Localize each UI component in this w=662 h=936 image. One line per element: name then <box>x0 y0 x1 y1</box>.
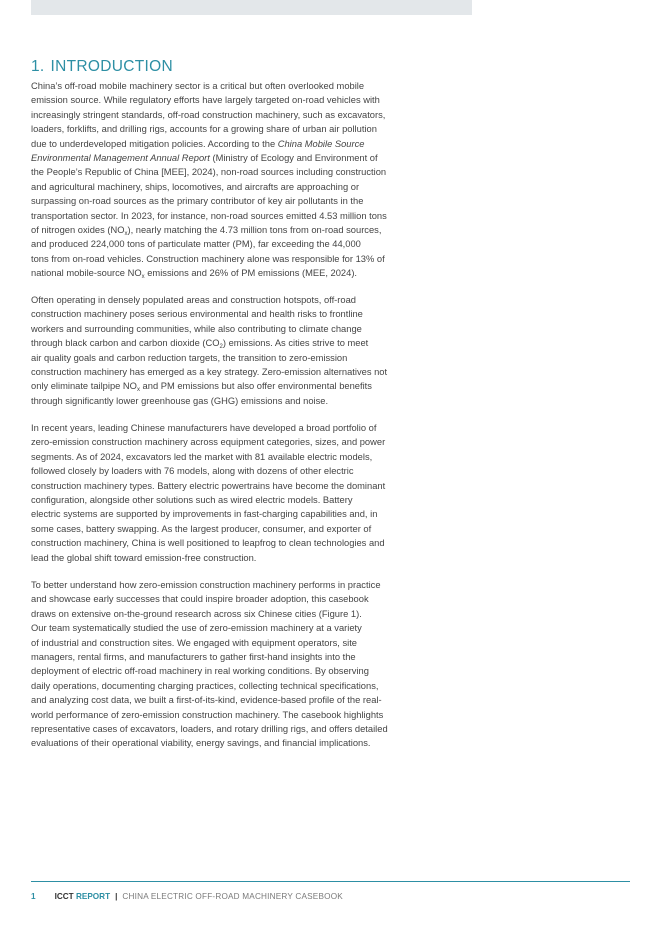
header-band <box>31 0 472 15</box>
text-line: some cases, battery swapping. As the largest producer, consumer, and exporter of <box>31 523 372 534</box>
text-line: construction machinery types. Battery electric powertrains have become the dominant <box>31 480 386 491</box>
text-line: lead the global shift toward emission-free construction. <box>31 552 257 563</box>
text-line: emission source. While regulatory efforts have largely targeted on-road vehicles with <box>31 95 380 106</box>
footer-divider <box>31 881 630 882</box>
text-line: world performance of zero-emission construction machinery. The casebook highlights <box>31 709 384 720</box>
text-line: construction machinery has emerged as a key strategy. Zero-emission alternatives not <box>31 367 388 378</box>
paragraph-4 <box>31 578 476 751</box>
text-line: To better understand how zero-emission construction machinery performs in practice <box>31 580 381 590</box>
subscript: 2 <box>219 344 223 351</box>
text-run: due to underdeveloped mitigation policies. According to the <box>31 138 278 149</box>
page-footer <box>31 891 343 903</box>
footer-separator: | <box>115 892 118 901</box>
text-line: tons from on-road vehicles. Construction machinery alone was responsible for 13% of <box>31 253 385 264</box>
text-line: construction machinery, China is well positioned to leapfrog to clean technologies and <box>31 538 385 549</box>
report-title-italic: China Mobile Source <box>277 138 365 149</box>
text-run: through black carbon and carbon dioxide (CO <box>31 338 220 349</box>
text-line: and showcase early successes that could inspire broader adoption, this casebook <box>31 594 369 605</box>
text-run: ), nearly matching the 4.73 million tons from on-road sources, <box>127 225 382 236</box>
text-run: national mobile-source NO <box>31 268 142 279</box>
text-line: deployment of electric off-road machinery in real working conditions. By observing <box>31 666 369 677</box>
text-line: evaluations of their operational viability, energy savings, and financial implications. <box>31 738 371 749</box>
text-line: and agricultural machinery, ships, locomotives, and aircrafts are approaching or <box>31 181 360 192</box>
text-line <box>31 223 476 237</box>
text-line <box>31 266 476 280</box>
text-line: draws on extensive on-the-ground research across six Chinese cities (Figure 1). <box>31 608 362 619</box>
text-line: surpassing on-road sources as the primary contributor of key air pollutants in the <box>31 196 364 207</box>
text-line: daily operations, documenting charging practices, collecting technical specifications, <box>31 680 379 691</box>
text-line: electric systems are supported by improvements in fast-charging capabilities and, in <box>31 509 378 520</box>
text-line: increasingly stringent standards, off-road construction machinery, such as excavators, <box>31 109 386 120</box>
section-number: 1. <box>31 58 45 75</box>
footer-document-title: CHINA ELECTRIC OFF-ROAD MACHINERY CASEBOOK <box>122 892 343 901</box>
text-line: loaders, forklifts, and drilling rigs, accounts for a growing share of urban air pollution <box>31 124 377 135</box>
subscript: x <box>124 231 128 238</box>
text-run: and PM emissions but also offer environmental benefits <box>139 381 372 392</box>
text-line: zero-emission construction machinery across equipment categories, sizes, and power <box>31 437 386 448</box>
text-run: emissions and 26% of PM emissions (MEE, 2024). <box>144 268 358 279</box>
text-line: the People’s Republic of China [MEE], 2024), non-road sources including construction <box>31 167 387 178</box>
section-title: INTRODUCTION <box>50 58 173 75</box>
text-line: through significantly lower greenhouse gas (GHG) emissions and noise. <box>31 395 329 406</box>
paragraph-1 <box>31 79 476 281</box>
text-line: air quality goals and carbon reduction targets, the transition to zero-emission <box>31 352 348 363</box>
text-line: China’s off-road mobile machinery sector is a critical but often overlooked mobile <box>31 81 365 91</box>
text-line: In recent years, leading Chinese manufacturers have developed a broad portfolio of <box>31 423 377 433</box>
paragraph-2 <box>31 293 476 408</box>
text-line: segments. As of 2024, excavators led the market with 81 available electric models, <box>31 451 373 462</box>
text-line <box>31 137 476 151</box>
text-line: workers and surrounding communities, while also contributing to climate change <box>31 323 362 334</box>
footer-brand: ICCT <box>54 892 74 901</box>
report-title-italic: Environmental Management Annual Report <box>31 153 210 164</box>
text-run: of nitrogen oxides (NO <box>31 225 125 236</box>
text-line: representative cases of excavators, loaders, and rotary drilling rigs, and offers detailed <box>31 724 388 735</box>
text-line: of industrial and construction sites. We engaged with equipment operators, site <box>31 637 358 648</box>
text-line <box>31 379 476 393</box>
text-line: Our team systematically studied the use of zero-emission machinery at a variety <box>31 623 362 634</box>
text-run: only eliminate tailpipe NO <box>31 381 137 392</box>
text-line: and analyzing cost data, we built a first-of-its-kind, evidence-based profile of the real- <box>31 695 382 706</box>
text-run: ) emissions. As cities strive to meet <box>222 338 369 349</box>
page-number: 1 <box>31 892 36 901</box>
text-line: transportation sector. In 2023, for instance, non-road sources emitted 4.53 million tons <box>31 210 387 221</box>
paragraph-3 <box>31 421 476 565</box>
text-line: construction machinery poses serious environmental and health risks to frontline <box>31 309 363 320</box>
subscript: x <box>136 387 140 394</box>
footer-report-label: REPORT <box>75 892 111 901</box>
text-run: (Ministry of Ecology and Environment of <box>209 153 378 164</box>
text-line: and produced 224,000 tons of particulate matter (PM), far exceeding the 44,000 <box>31 239 361 250</box>
text-line: managers, rental firms, and manufacturers to gather first-hand insights into the <box>31 652 356 663</box>
subscript: x <box>141 274 145 281</box>
text-line: Often operating in densely populated areas and construction hotspots, off-road <box>31 295 356 305</box>
section-heading <box>31 57 173 77</box>
text-line: configuration, alongside other solutions such as wired electric models. Battery <box>31 495 353 506</box>
text-line <box>31 151 476 165</box>
text-line <box>31 336 476 350</box>
text-line: followed closely by loaders with 76 models, along with dozens of other electric <box>31 466 354 477</box>
